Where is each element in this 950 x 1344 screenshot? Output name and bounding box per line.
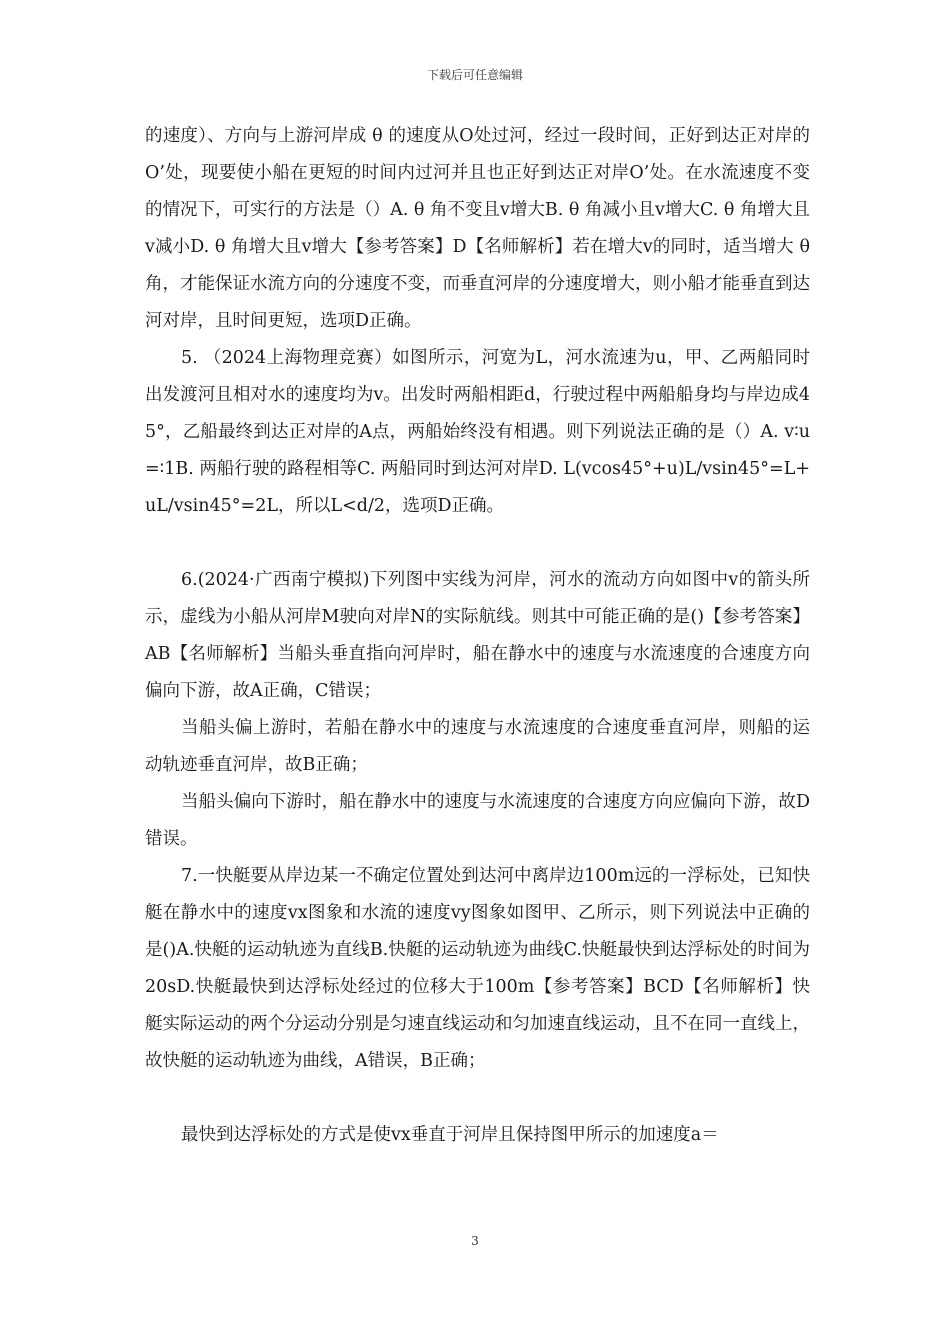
paragraph-q7-continued: 最快到达浮标处的方式是使vx垂直于河岸且保持图甲所示的加速度a＝ <box>181 1125 719 1145</box>
paragraph-q6: 6.(2024·广西南宁模拟)下列图中实线为河岸，河水的流动方向如图中v的箭头所示，虚线为小船从河岸M驶向对岸N的实际航线。则其中可能正确的是()【参考答案】AB【名师解析】当船头垂直指向河岸时，船在静水中的速度与水流速度的合速度方向偏向下游，故A正确，C错误； <box>145 570 810 701</box>
document-body <box>145 118 810 1154</box>
paragraph-q6-explanation-b: 当船头偏上游时，若船在静水中的速度与水流速度的合速度垂直河岸，则船的运动轨迹垂直河岸，故B正确； <box>145 718 810 775</box>
paragraph-q7: 7.一快艇要从岸边某一不确定位置处到达河中离岸边100m远的一浮标处，已知快艇在静水中的速度vx图象和水流的速度vy图象如图甲、乙所示，则下列说法中正确的是()A.快艇的运动轨迹为直线B.快艇的运动轨迹为曲线C.快艇最快到达浮标处的时间为20sD.快艇最快到达浮标处经过的位移大于100m【参考答案】BCD【名师解析】快艇实际运动的两个分运动分别是匀速直线运动和匀加速直线运动，且不在同一直线上，故快艇的运动轨迹为曲线，A错误，B正确； <box>145 866 810 1071</box>
page-number: 3 <box>471 1234 479 1248</box>
page-header: 下载后可任意编辑 <box>426 68 523 82</box>
paragraph-q6-explanation-d: 当船头偏向下游时，船在静水中的速度与水流速度的合速度方向应偏向下游，故D错误。 <box>145 792 810 849</box>
paragraph-q5: 5. （2024上海物理竞赛）如图所示，河宽为L，河水流速为u，甲、乙两船同时出发渡河且相对水的速度均为v。出发时两船相距d，行驶过程中两船船身均与岸边成45°，乙船最终到达正对岸的A点，两船始终没有相遇。则下列说法正确的是（）A. v∶u=∶1B. 两船行驶的路程相等C. 两船同时到达河对岸D. L(vcos45°+u)L/vsin45°=L+uL/vsin45°=2L，所以L<d/2，选项D正确。 <box>145 348 810 516</box>
paragraph-q4-continued: 的速度）、方向与上游河岸成 θ 的速度从O处过河，经过一段时间，正好到达正对岸的O’处，现要使小船在更短的时间内过河并且也正好到达正对岸O’处。在水流速度不变的情况下，可实行的方法是（）A. θ 角不变且v增大B. θ 角减小且v增大C. θ 角增大且v减小D. θ 角增大且v增大【参考答案】D【名师解析】若在增大v的同时，适当增大 θ 角，才能保证水流方向的分速度不变，而垂直河岸的分速度增大，则小船才能垂直到达河对岸，且时间更短，选项D正确。 <box>145 126 810 331</box>
